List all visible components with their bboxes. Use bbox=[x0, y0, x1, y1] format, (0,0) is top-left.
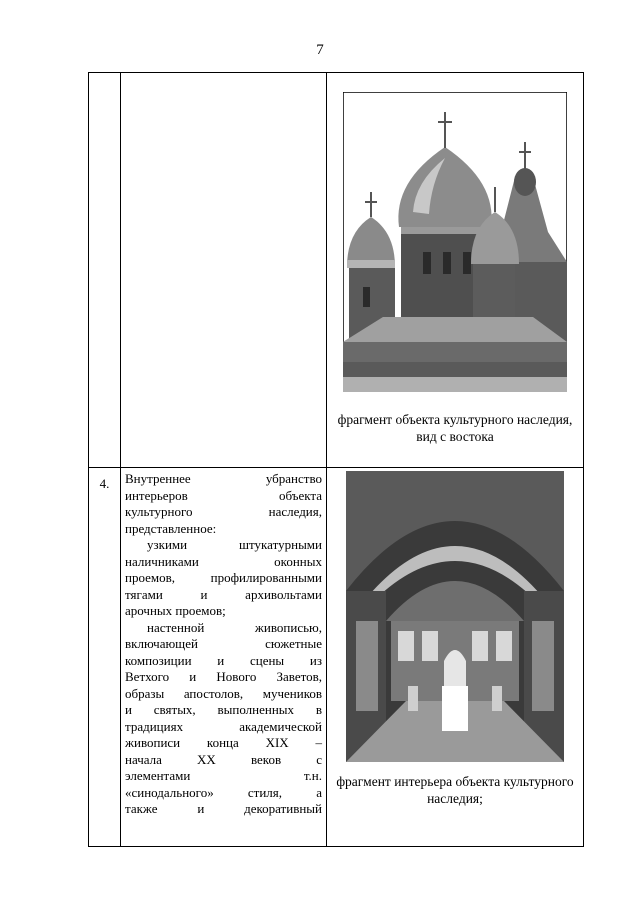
description-line: начала XX веков с bbox=[125, 751, 322, 767]
description-line: Внутреннее убранство bbox=[125, 471, 322, 486]
description-line: включающей сюжетные bbox=[125, 636, 322, 651]
caption-line: вид с востока bbox=[416, 429, 494, 444]
caption-line: фрагмент объекта культурного наследия, bbox=[337, 412, 573, 427]
description-line: живописи конца XIX – bbox=[125, 735, 322, 750]
image-cell bbox=[327, 468, 584, 847]
row-number-cell: 4. bbox=[89, 468, 121, 847]
description-line: интерьеров объекта bbox=[125, 487, 322, 503]
description-line: элементами т.н. bbox=[125, 768, 322, 783]
caption-line: фрагмент интерьера объекта культурного bbox=[336, 774, 574, 789]
description-cell bbox=[121, 73, 327, 468]
description-line: «синодального» стиля, а bbox=[125, 784, 322, 800]
description-line: узкими штукатурными bbox=[147, 537, 322, 552]
heritage-table bbox=[88, 72, 584, 847]
description-line: представленное: bbox=[125, 520, 217, 536]
image-cell bbox=[327, 73, 584, 468]
description-line: арочных проемов; bbox=[125, 603, 226, 618]
description-line: и святых, выполненных в bbox=[125, 702, 322, 717]
row-number-cell bbox=[89, 73, 121, 468]
description-cell bbox=[121, 468, 327, 847]
description-line: наличниками оконных bbox=[125, 553, 322, 569]
photo-caption bbox=[327, 773, 583, 807]
description-line: образы апостолов, мучеников bbox=[125, 685, 322, 701]
description-line: тягами и архивольтами bbox=[125, 586, 322, 602]
description-line: настенной живописью, bbox=[147, 619, 322, 635]
description-line: традициях академической bbox=[125, 718, 322, 734]
description-line: композиции и сцены из bbox=[125, 652, 322, 668]
table-row bbox=[89, 468, 584, 847]
photo-caption bbox=[327, 411, 583, 445]
description-line: также и декоративный bbox=[125, 801, 322, 816]
church-interior-photo bbox=[346, 471, 564, 762]
description-line: культурного наследия, bbox=[125, 504, 322, 519]
table-row bbox=[89, 73, 584, 468]
description-line: Ветхого и Нового Заветов, bbox=[125, 669, 322, 684]
caption-line: наследия; bbox=[427, 791, 483, 806]
page-number: 7 bbox=[316, 42, 324, 58]
church-exterior-photo bbox=[343, 92, 567, 392]
description-line: проемов, профилированными bbox=[125, 570, 322, 585]
